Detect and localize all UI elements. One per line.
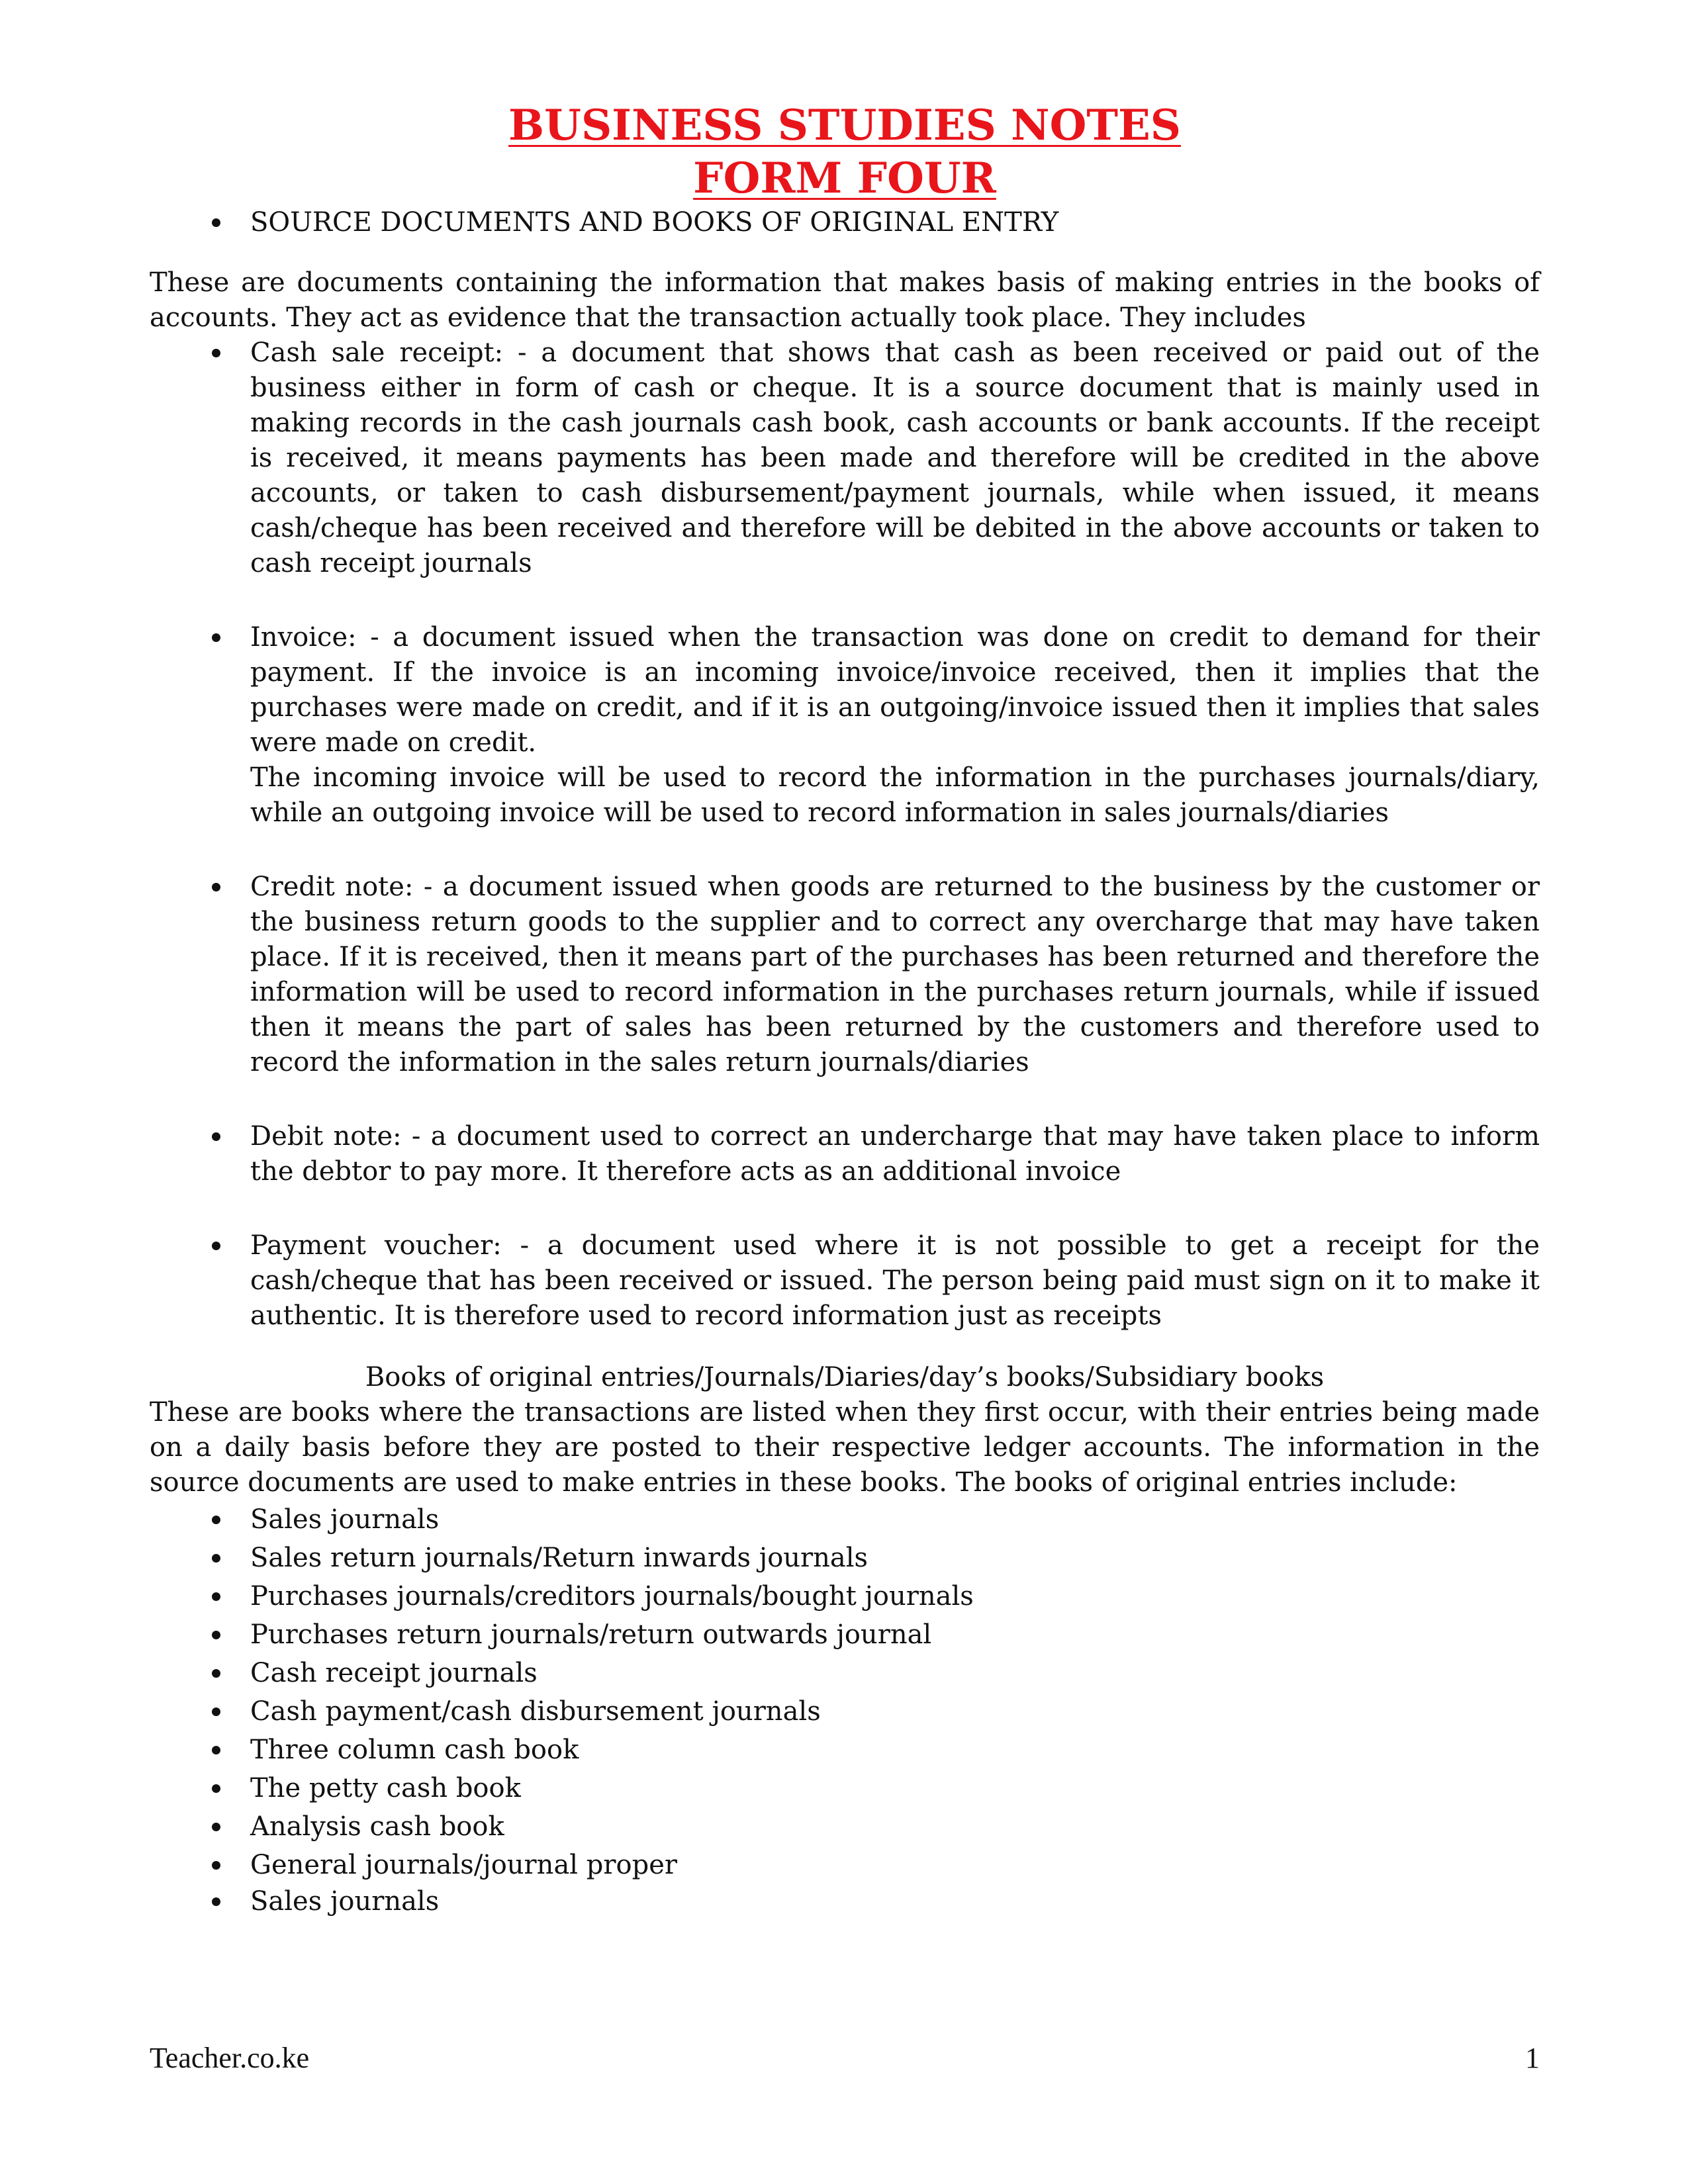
footer-site: Teacher.co.ke	[150, 2042, 310, 2074]
bullet-icon	[203, 1577, 229, 1615]
doc-description: : - a document used to correct an undercharge that may have taken place to inform the debtor to pay more. It therefore acts as an additional invoice	[250, 1121, 1540, 1187]
list-item: General journals/journal proper	[150, 1846, 1540, 1884]
section-heading-list	[150, 205, 1540, 240]
source-document-list	[150, 336, 1540, 1334]
doc-item-cash-sale-receipt	[150, 336, 1540, 581]
document-page	[150, 99, 1540, 1919]
books-intro: These are books where the transactions are listed when they first occur, with their entries being made on a daily basis before they are posted to their respective ledger accounts. The information in the source documents are used to make entries in these books. The books of original entries include:	[150, 1397, 1540, 1498]
doc-description: : - a document issued when the transaction was done on credit to demand for their payment. If the invoice is an incoming invoice/invoice received, then it implies that the purchases were made on credit, and if it is an outgoing/invoice issued then it implies that sales were made on credit.	[250, 622, 1540, 758]
title-line-2: FORM FOUR	[693, 154, 996, 203]
list-item: Cash payment/cash disbursement journals	[150, 1692, 1540, 1731]
page-number: 1	[1525, 2042, 1540, 2074]
list-item: The petty cash book	[150, 1769, 1540, 1807]
doc-term: Debit note	[250, 1121, 393, 1152]
doc-item-debit-note	[150, 1119, 1540, 1189]
bullet-icon	[203, 205, 229, 240]
doc-item-credit-note	[150, 870, 1540, 1080]
bullet-icon	[203, 1119, 229, 1154]
list-item: Three column cash book	[150, 1731, 1540, 1769]
section-intro: These are documents containing the information that makes basis of making entries in the books of accounts. They act as evidence that the transaction actually took place. They includes	[150, 267, 1540, 333]
subsection-list	[150, 1884, 1540, 1919]
list-item: Purchases return journals/return outwards journal	[150, 1615, 1540, 1654]
bullet-icon	[203, 1615, 229, 1654]
doc-term: Cash sale receipt	[250, 338, 494, 368]
bullet-icon	[203, 870, 229, 905]
bullet-icon	[203, 1807, 229, 1846]
doc-term: Credit note	[250, 872, 404, 902]
list-item: Analysis cash book	[150, 1807, 1540, 1846]
document-title	[150, 99, 1540, 205]
bullet-icon	[203, 1731, 229, 1769]
bullet-icon	[203, 620, 229, 655]
bullet-icon	[203, 1769, 229, 1807]
doc-description-continued: The incoming invoice will be used to record the information in the purchases journals/diary, while an outgoing invoice will be used to record information in sales journals/diaries	[250, 762, 1540, 828]
subsection-heading: Sales journals	[150, 1884, 1540, 1919]
doc-description: : - a document issued when goods are returned to the business by the customer or the business return goods to the supplier and to correct any overcharge that may have taken place. If it is received, then it means part of the purchases has been returned and therefore the information will be used to record information in the purchases return journals, while if issued then it means the part of sales has been returned by the customers and therefore used to record the information in the sales return journals/diaries	[250, 872, 1540, 1077]
bullet-icon	[203, 1692, 229, 1731]
doc-item-payment-voucher	[150, 1228, 1540, 1334]
doc-term: Invoice	[250, 622, 348, 653]
bullet-icon	[203, 1539, 229, 1577]
doc-item-invoice	[150, 620, 1540, 831]
title-line-1: BUSINESS STUDIES NOTES	[508, 101, 1181, 150]
doc-description: : - a document used where it is not possible to get a receipt for the cash/cheque that has been received or issued. The person being paid must sign on it to make it authentic. It is therefore used to record information just as receipts	[250, 1230, 1540, 1331]
bullet-icon	[203, 1884, 229, 1919]
list-item: Cash receipt journals	[150, 1654, 1540, 1692]
list-item: Purchases journals/creditors journals/bought journals	[150, 1577, 1540, 1615]
doc-description: : - a document that shows that cash as been received or paid out of the business either in form of cash or cheque. It is a source document that is mainly used in making records in the cash journals cash book, cash accounts or bank accounts. If the receipt is received, it means payments has been made and therefore will be credited in the above accounts, or taken to cash disbursement/payment journals, while when issued, it means cash/cheque has been received and therefore will be debited in the above accounts or taken to cash receipt journals	[250, 338, 1540, 578]
bullet-icon	[203, 336, 229, 371]
list-item: Sales return journals/Return inwards journals	[150, 1539, 1540, 1577]
books-list	[150, 1500, 1540, 1884]
section-heading: SOURCE DOCUMENTS AND BOOKS OF ORIGINAL ENTRY	[150, 205, 1540, 240]
doc-term: Payment voucher	[250, 1230, 493, 1261]
books-heading: Books of original entries/Journals/Diaries/day’s books/Subsidiary books	[365, 1362, 1325, 1392]
bullet-icon	[203, 1846, 229, 1884]
bullet-icon	[203, 1228, 229, 1263]
list-item: Sales journals	[150, 1500, 1540, 1539]
bullet-icon	[203, 1654, 229, 1692]
bullet-icon	[203, 1500, 229, 1539]
